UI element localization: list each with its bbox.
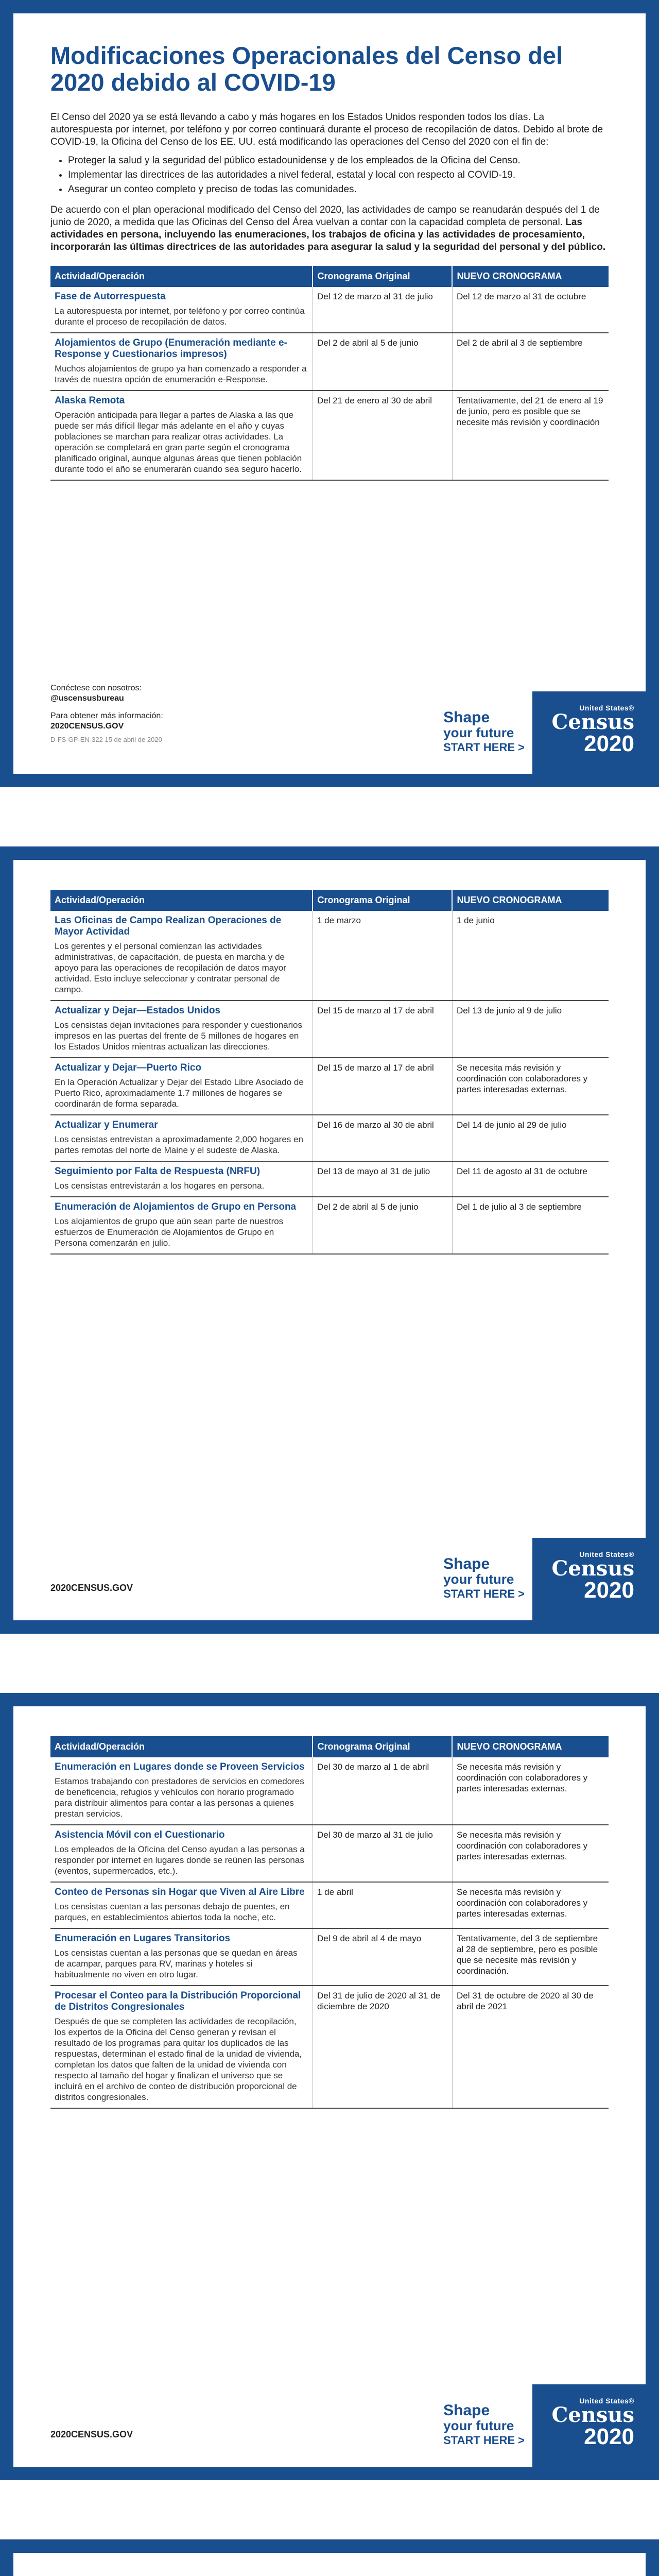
original-schedule-cell: Del 9 de abril al 4 de mayo bbox=[313, 1928, 452, 1986]
new-schedule-cell: Del 14 de junio al 29 de julio bbox=[452, 1115, 609, 1161]
logo-united-states: United States® bbox=[579, 1550, 634, 1558]
column-header: Cronograma Original bbox=[313, 266, 452, 287]
page-4 bbox=[0, 2539, 659, 2576]
activity-cell bbox=[50, 1882, 313, 1928]
column-header: NUEVO CRONOGRAMA bbox=[452, 890, 609, 911]
activity-name: Enumeración de Alojamientos de Grupo en Persona bbox=[55, 1201, 297, 1212]
table-row bbox=[50, 1001, 609, 1058]
table-row bbox=[50, 333, 609, 391]
table-header-row bbox=[50, 266, 609, 287]
activity-description: Los censistas cuentan a las personas que se quedan en áreas de acampar, parques para RV, marinas y hoteles si habitualmente no viven en otro lugar. bbox=[55, 1948, 298, 1979]
tagline-line1: Shape bbox=[443, 2402, 490, 2419]
website-link[interactable]: 2020CENSUS.GOV bbox=[50, 1583, 133, 1593]
page-3 bbox=[0, 1693, 659, 2480]
table-row bbox=[50, 391, 609, 480]
new-schedule-cell: Del 31 de octubre de 2020 al 30 de abril de 2021 bbox=[452, 1986, 609, 2108]
page-content bbox=[13, 2553, 646, 2576]
activity-cell bbox=[50, 333, 313, 391]
new-schedule-cell: Del 1 de julio al 3 de septiembre bbox=[452, 1197, 609, 1254]
tagline bbox=[443, 2403, 525, 2447]
logo-united-states: United States® bbox=[579, 704, 634, 712]
document-code: D-FS-GP-EN-322 bbox=[50, 736, 103, 743]
activity-description: Operación anticipada para llegar a partes de Alaska a las que puede ser más difícil llegar más adelante en el año y cuyas poblaciones se marchan para realizar otras actividades. La operación se completará en gran parte según el cronograma planificado original, aunque algunas áreas que tienen población durante todo el año se enumerarán cuando sea seguro hacerlo. bbox=[55, 410, 302, 474]
activity-description: Muchos alojamientos de grupo ya han comenzado a responder a través de nuestra opción de enumeración e-Response. bbox=[55, 364, 307, 384]
document-code-line bbox=[50, 735, 163, 745]
operations-table bbox=[50, 890, 609, 1255]
table-row bbox=[50, 1161, 609, 1197]
plan-text: De acuerdo con el plan operacional modificado del Censo del 2020, las actividades de campo se reanudarán después del 1 de junio de 2020, a medida que las Oficinas del Censo del Área vuelvan a contar con la capacidad completa de personal. bbox=[50, 205, 600, 228]
activity-description: Los censistas entrevistan a aproximadamente 2,000 hogares en partes remotas del norte de Maine y el sudeste de Alaska. bbox=[55, 1134, 303, 1155]
column-header: Actividad/Operación bbox=[50, 1736, 313, 1757]
table-row bbox=[50, 287, 609, 333]
plan-paragraph bbox=[50, 204, 609, 253]
logo-census: Census bbox=[551, 710, 634, 734]
activity-cell bbox=[50, 391, 313, 480]
table-row bbox=[50, 1115, 609, 1161]
activity-description: Los censistas cuentan a las personas debajo de puentes, en parques, en establecimientos abiertos toda la noche, etc. bbox=[55, 1902, 290, 1922]
page-title: Modificaciones Operacionales del Censo del 2020 debido al COVID-19 bbox=[50, 42, 563, 96]
intro-paragraph: El Censo del 2020 ya se está llevando a cabo y más hogares en los Estados Unidos responden todos los días. La autorespuesta por internet, por teléfono y por correo continuará durante el proceso de recopilación de datos. Debido al brote de COVID-19, la Oficina del Censo de los EE. UU. está modificando las operaciones del Censo del 2020 con el fin de: bbox=[50, 112, 603, 147]
start-here-link[interactable]: START HERE > bbox=[443, 741, 525, 754]
page-1 bbox=[0, 0, 659, 787]
table-row bbox=[50, 1058, 609, 1115]
goal-item: • Asegurar un conteo completo y preciso de todas las comunidades. bbox=[68, 183, 609, 196]
column-header: NUEVO CRONOGRAMA bbox=[452, 266, 609, 287]
tagline bbox=[443, 1556, 525, 1601]
census-brand bbox=[404, 2384, 646, 2467]
activity-name: Alaska Remota bbox=[55, 395, 125, 406]
table-row bbox=[50, 1757, 609, 1825]
activity-name: Enumeración en Lugares Transitorios bbox=[55, 1933, 231, 1944]
table-row bbox=[50, 1882, 609, 1928]
tagline-line1: Shape bbox=[443, 1555, 490, 1572]
logo-census: Census bbox=[551, 1556, 634, 1581]
activity-name: Actualizar y Enumerar bbox=[55, 1120, 158, 1130]
table-header-row bbox=[50, 1736, 609, 1757]
original-schedule-cell: 1 de marzo bbox=[313, 911, 452, 1001]
census-logo bbox=[552, 1550, 635, 1602]
activity-cell bbox=[50, 1197, 313, 1254]
page-gap bbox=[0, 2480, 659, 2539]
goal-item: • Proteger la salud y la seguridad del público estadounidense y de los empleados de la Oficina del Censo. bbox=[68, 155, 609, 167]
activity-description: Después de que se completen las actividades de recopilación, los expertos de la Oficina del Censo generan y revisan el resultado de los programas para quitar los duplicados de las respuestas, determinan el estado final de la unidad de vivienda, completan los datos que falten de la unidad de vivienda con respecto al tamaño del hogar y finalizan el universo que se incluirá en el archivo de conteo de distribución proporcional de distritos congresionales. bbox=[55, 2016, 302, 2102]
start-here-link[interactable]: START HERE > bbox=[443, 1587, 525, 1600]
activity-cell bbox=[50, 1058, 313, 1115]
table-row bbox=[50, 1928, 609, 1986]
activity-name: Procesar el Conteo para la Distribución Proporcional de Distritos Congresionales bbox=[55, 1990, 301, 2012]
connect-label: Conéctese con nosotros: bbox=[50, 684, 142, 692]
activity-name: Actualizar y Dejar—Estados Unidos bbox=[55, 1005, 221, 1016]
table-row bbox=[50, 1825, 609, 1882]
new-schedule-cell: Se necesita más revisión y coordinación con colaboradores y partes interesadas externas. bbox=[452, 1825, 609, 1882]
page-gap bbox=[0, 1634, 659, 1693]
original-schedule-cell: Del 15 de marzo al 17 de abril bbox=[313, 1001, 452, 1058]
column-header: NUEVO CRONOGRAMA bbox=[452, 1736, 609, 1757]
tagline-line2: your future bbox=[443, 725, 514, 740]
activity-cell bbox=[50, 1928, 313, 1986]
activity-description: La autorespuesta por internet, por teléfono y por correo continúa durante el proceso de recopilación de datos. bbox=[55, 306, 305, 327]
table-row bbox=[50, 1986, 609, 2108]
new-schedule-cell: Se necesita más revisión y coordinación con colaboradores y partes interesadas externas. bbox=[452, 1882, 609, 1928]
operations-table bbox=[50, 266, 609, 481]
census-brand bbox=[404, 1538, 646, 1620]
activity-description: En la Operación Actualizar y Dejar del Estado Libre Asociado de Puerto Rico, aproximadamente 1.7 millones de hogares se coordinarán de forma separada. bbox=[55, 1077, 304, 1109]
social-handle[interactable]: @uscensusbureau bbox=[50, 694, 124, 703]
activity-description: Los gerentes y el personal comienzan las actividades administrativas, de capacitación, de puesta en marcha y de apoyo para las operaciones de recopilación de datos mayor actividad. Esto incluye seleccionar y contratar personal de campo. bbox=[55, 941, 286, 994]
column-header: Actividad/Operación bbox=[50, 266, 313, 287]
more-info-label: Para obtener más información: bbox=[50, 711, 163, 720]
column-header: Cronograma Original bbox=[313, 1736, 452, 1757]
original-schedule-cell: Del 13 de mayo al 31 de julio bbox=[313, 1161, 452, 1197]
document-date: 15 de abril de 2020 bbox=[105, 736, 162, 743]
table-row bbox=[50, 911, 609, 1001]
page-content bbox=[13, 860, 646, 1255]
activity-name: Alojamientos de Grupo (Enumeración mediante e-Response y Cuestionarios impresos) bbox=[55, 337, 287, 360]
new-schedule-cell: Se necesita más revisión y coordinación con colaboradores y partes interesadas externas. bbox=[452, 1058, 609, 1115]
logo-census: Census bbox=[551, 2403, 634, 2427]
logo-united-states: United States® bbox=[579, 2397, 634, 2405]
operations-table bbox=[50, 1736, 609, 2109]
activity-cell bbox=[50, 1161, 313, 1197]
original-schedule-cell: Del 2 de abril al 5 de junio bbox=[313, 333, 452, 391]
goals-list bbox=[68, 155, 609, 196]
page-2 bbox=[0, 846, 659, 1634]
activity-cell bbox=[50, 911, 313, 1001]
census-logo bbox=[552, 704, 635, 755]
activity-name: Conteo de Personas sin Hogar que Viven al Aire Libre bbox=[55, 1887, 305, 1897]
logo-year: 2020 bbox=[584, 731, 634, 756]
tagline-line1: Shape bbox=[443, 709, 490, 726]
intro bbox=[50, 111, 609, 148]
original-schedule-cell: Del 30 de marzo al 31 de julio bbox=[313, 1825, 452, 1882]
website-link[interactable]: 2020CENSUS.GOV bbox=[50, 722, 124, 731]
new-schedule-cell: Del 12 de marzo al 31 de octubre bbox=[452, 287, 609, 333]
original-schedule-cell: Del 16 de marzo al 30 de abril bbox=[313, 1115, 452, 1161]
new-schedule-cell: Se necesita más revisión y coordinación con colaboradores y partes interesadas externas. bbox=[452, 1757, 609, 1825]
original-schedule-cell: Del 21 de enero al 30 de abril bbox=[313, 391, 452, 480]
tagline bbox=[443, 710, 525, 754]
activity-name: Enumeración en Lugares donde se Proveen Servicios bbox=[55, 1761, 305, 1772]
original-schedule-cell: Del 30 de marzo al 1 de abril bbox=[313, 1757, 452, 1825]
start-here-link[interactable]: START HERE > bbox=[443, 2434, 525, 2447]
original-schedule-cell: 1 de abril bbox=[313, 1882, 452, 1928]
activity-cell bbox=[50, 1825, 313, 1882]
logo-year: 2020 bbox=[584, 1578, 634, 1603]
table-row bbox=[50, 1197, 609, 1254]
tagline-line2: your future bbox=[443, 2418, 514, 2433]
activity-description: Los censistas dejan invitaciones para responder y cuestionarios impresos en las puertas del frente de 5 millones de hogares en los Estados Unidos mientras actualizan las direcciones. bbox=[55, 1020, 302, 1052]
table-header-row bbox=[50, 890, 609, 911]
activity-name: Asistencia Móvil con el Cuestionario bbox=[55, 1829, 225, 1840]
activity-cell bbox=[50, 1986, 313, 2108]
activity-name: Seguimiento por Falta de Respuesta (NRFU) bbox=[55, 1166, 261, 1177]
activity-cell bbox=[50, 287, 313, 333]
activity-cell bbox=[50, 1115, 313, 1161]
column-header: Actividad/Operación bbox=[50, 890, 313, 911]
plan-emphasis: Las actividades en persona, incluyendo las enumeraciones, los trabajos de oficina y las actividades de procesamiento, incorporarán las últimas directrices de las autoridades para asegurar la salud y la seguridad del personal y del público. bbox=[50, 217, 606, 252]
new-schedule-cell: Del 2 de abril al 3 de septiembre bbox=[452, 333, 609, 391]
page-gap bbox=[0, 787, 659, 846]
new-schedule-cell: 1 de junio bbox=[452, 911, 609, 1001]
activity-description: Los alojamientos de grupo que aún sean parte de nuestros esfuerzos de Enumeración de Alojamientos de Grupo en Persona comenzarán en julio. bbox=[55, 1216, 284, 1248]
new-schedule-cell: Tentativamente, del 21 de enero al 19 de junio, pero es posible que se necesite más revisión y coordinación bbox=[452, 391, 609, 480]
activity-cell bbox=[50, 1757, 313, 1825]
logo-year: 2020 bbox=[584, 2424, 634, 2449]
activity-description: Los empleados de la Oficina del Censo ayudan a las personas a responder por internet en lugares donde se reúnen las personas (eventos, supermercados, etc.). bbox=[55, 1844, 305, 1876]
column-header: Cronograma Original bbox=[313, 890, 452, 911]
original-schedule-cell: Del 12 de marzo al 31 de julio bbox=[313, 287, 452, 333]
page-content bbox=[13, 13, 646, 481]
page-content bbox=[13, 1706, 646, 2109]
new-schedule-cell: Del 13 de junio al 9 de julio bbox=[452, 1001, 609, 1058]
activity-description: Estamos trabajando con prestadores de servicios en comedores de beneficencia, refugios y vehículos con horario programado para distribuir alimentos para contar a las personas a quienes prestan servicios. bbox=[55, 1776, 304, 1819]
new-schedule-cell: Tentativamente, del 3 de septiembre al 28 de septiembre, pero es posible que se necesite más revisión y coordinación. bbox=[452, 1928, 609, 1986]
activity-name: Actualizar y Dejar—Puerto Rico bbox=[55, 1062, 202, 1073]
original-schedule-cell: Del 31 de julio de 2020 al 31 de diciembre de 2020 bbox=[313, 1986, 452, 2108]
census-logo bbox=[552, 2397, 635, 2448]
tagline-line2: your future bbox=[443, 1571, 514, 1587]
activity-cell bbox=[50, 1001, 313, 1058]
website-link[interactable]: 2020CENSUS.GOV bbox=[50, 2429, 133, 2439]
activity-name: Fase de Autorrespuesta bbox=[55, 291, 166, 302]
footer-info bbox=[50, 683, 163, 745]
census-brand bbox=[404, 691, 646, 774]
goal-item: • Implementar las directrices de las autoridades a nivel federal, estatal y local con respecto al COVID-19. bbox=[68, 169, 609, 181]
new-schedule-cell: Del 11 de agosto al 31 de octubre bbox=[452, 1161, 609, 1197]
original-schedule-cell: Del 15 de marzo al 17 de abril bbox=[313, 1058, 452, 1115]
activity-description: Los censistas entrevistarán a los hogares en persona. bbox=[55, 1181, 265, 1191]
activity-name: Las Oficinas de Campo Realizan Operaciones de Mayor Actividad bbox=[55, 915, 282, 937]
original-schedule-cell: Del 2 de abril al 5 de junio bbox=[313, 1197, 452, 1254]
